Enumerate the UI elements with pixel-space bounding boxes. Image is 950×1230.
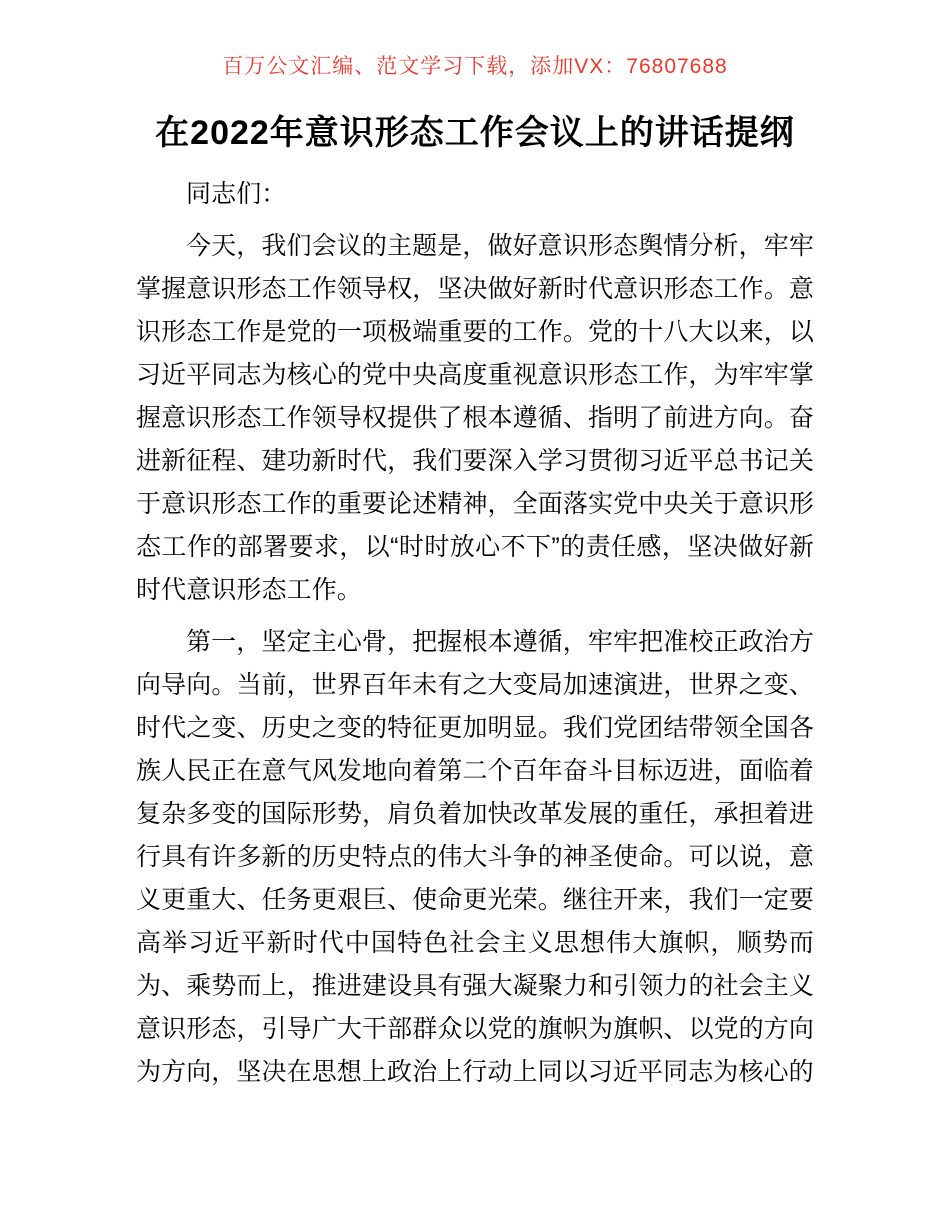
- header-notice: 百万公文汇编、范文学习下载，添加VX：76807688: [222, 55, 728, 78]
- paragraph-point-one: 第一，坚定主心骨，把握根本遵循，牢牢把准校正政治方向导向。当前，世界百年未有之大变局加速演进，世界之变、时代之变、历史之变的特征更加明显。我们党团结带领全国各族人民正在意气风发地向着第二个百年奋斗目标迈进，面临着复杂多变的国际形势，肩负着加快改革发展的重任，承担着进行具有许多新的历史特点的伟大斗争的神圣使命。可以说，意义更重大、任务更艰巨、使命更光荣。继往开来，我们一定要高举习近平新时代中国特色社会主义思想伟大旗帜，顺势而为、乘势而上，推进建设具有强大凝聚力和引领力的社会主义意识形态，引导广大干部群众以党的旗帜为旗帜、以党的方向为方向，坚决在思想上政治上行动上同以习近平同志为核心的: [136, 628, 814, 1086]
- document-title: 在2022年意识形态工作会议上的讲话提纲: [155, 114, 795, 152]
- paragraph-salutation: 同志们：: [186, 180, 287, 208]
- document-body: [136, 173, 814, 1094]
- paragraph-intro: 今天，我们会议的主题是，做好意识形态舆情分析，牢牢掌握意识形态工作领导权，坚决做好新时代意识形态工作。意识形态工作是党的一项极端重要的工作。党的十八大以来，以习近平同志为核心的党中央高度重视意识形态工作，为牢牢掌握意识形态工作领导权提供了根本遵循、指明了前进方向。奋进新征程、建功新时代，我们要深入学习贯彻习近平总书记关于意识形态工作的重要论述精神，全面落实党中央关于意识形态工作的部署要求，以“时时放心不下”的责任感，坚决做好新时代意识形态工作。: [136, 232, 814, 604]
